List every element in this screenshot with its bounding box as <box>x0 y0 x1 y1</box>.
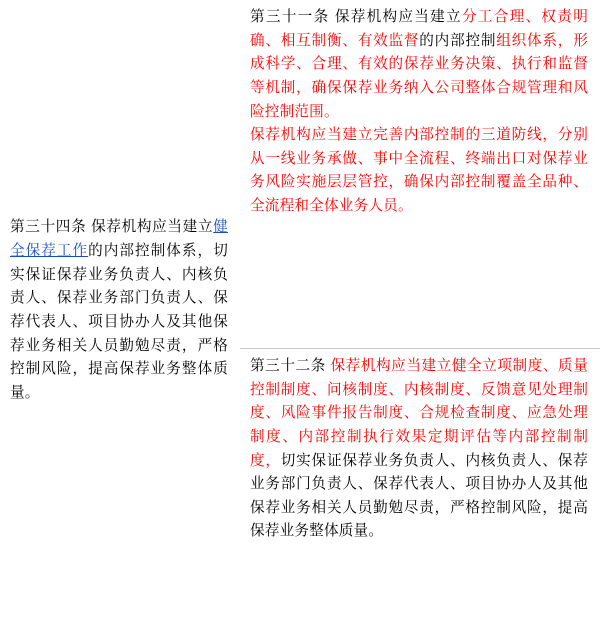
article-34-segment-2-link[interactable]: 健全保荐工作 <box>10 219 228 260</box>
article-31-p1-segment-1: 第三十一条 保荐机构应当建立 <box>250 9 462 25</box>
article-32-p1-segment-1: 第三十二条 <box>250 358 331 374</box>
article-32-text <box>240 349 600 550</box>
article-32-paragraph-1 <box>250 355 588 544</box>
article-31-cell <box>240 0 600 349</box>
article-34-text <box>0 210 240 411</box>
article-32-p1-segment-3: 切实保证保荐业务负责人、内核负责人、保荐业务部门负责人、保荐代表人、项目协办人及其他保荐业务相关人员勤勉尽责，严格控制风险，提高保荐业务整体质量。 <box>250 452 588 540</box>
article-34-paragraph <box>10 216 228 405</box>
article-32-cell <box>240 349 600 622</box>
left-column-cell <box>0 0 240 622</box>
article-32-p1-segment-2: 保荐机构应当建立健全立项制度、质量控制制度、问核制度、内核制度、反馈意见处理制度、风险事件报告制度、合规检查制度、应急处理制度、内部控制执行效果定期评估等内部控制制度， <box>250 358 588 469</box>
article-31-paragraph-1 <box>250 6 588 124</box>
article-31-p2-segment-1: 保荐机构应当建立完善内部控制的三道防线，分别从一线业务承做、事中全流程、终端出口对保荐业务风险实施层层管控，确保内部控制覆盖全品种、全流程和全体业务人员。 <box>250 127 588 215</box>
article-34-segment-3: 的内部控制体系，切实保证保荐业务负责人、内核负责人、保荐业务部门负责人、保荐代表人、项目协办人及其他保荐业务相关人员勤勉尽责，严格控制风险，提高保荐业务整体质量。 <box>10 243 228 401</box>
article-34-segment-1: 第三十四条 保荐机构应当建立 <box>10 219 214 236</box>
right-column-cell <box>240 0 600 622</box>
article-31-p1-segment-4: 组织体系，形成科学、合理、有效的保荐业务决策、执行和监督等机制，确保保荐业务纳入公司整体合规管理和风险控制范围。 <box>250 32 588 120</box>
article-31-paragraph-2 <box>250 124 588 219</box>
article-31-text <box>240 0 600 225</box>
article-31-p1-segment-2: 分工合理、权责明确、相互制衡、有效监督 <box>250 9 588 49</box>
article-31-p1-segment-3: 的内部控制 <box>419 32 497 49</box>
